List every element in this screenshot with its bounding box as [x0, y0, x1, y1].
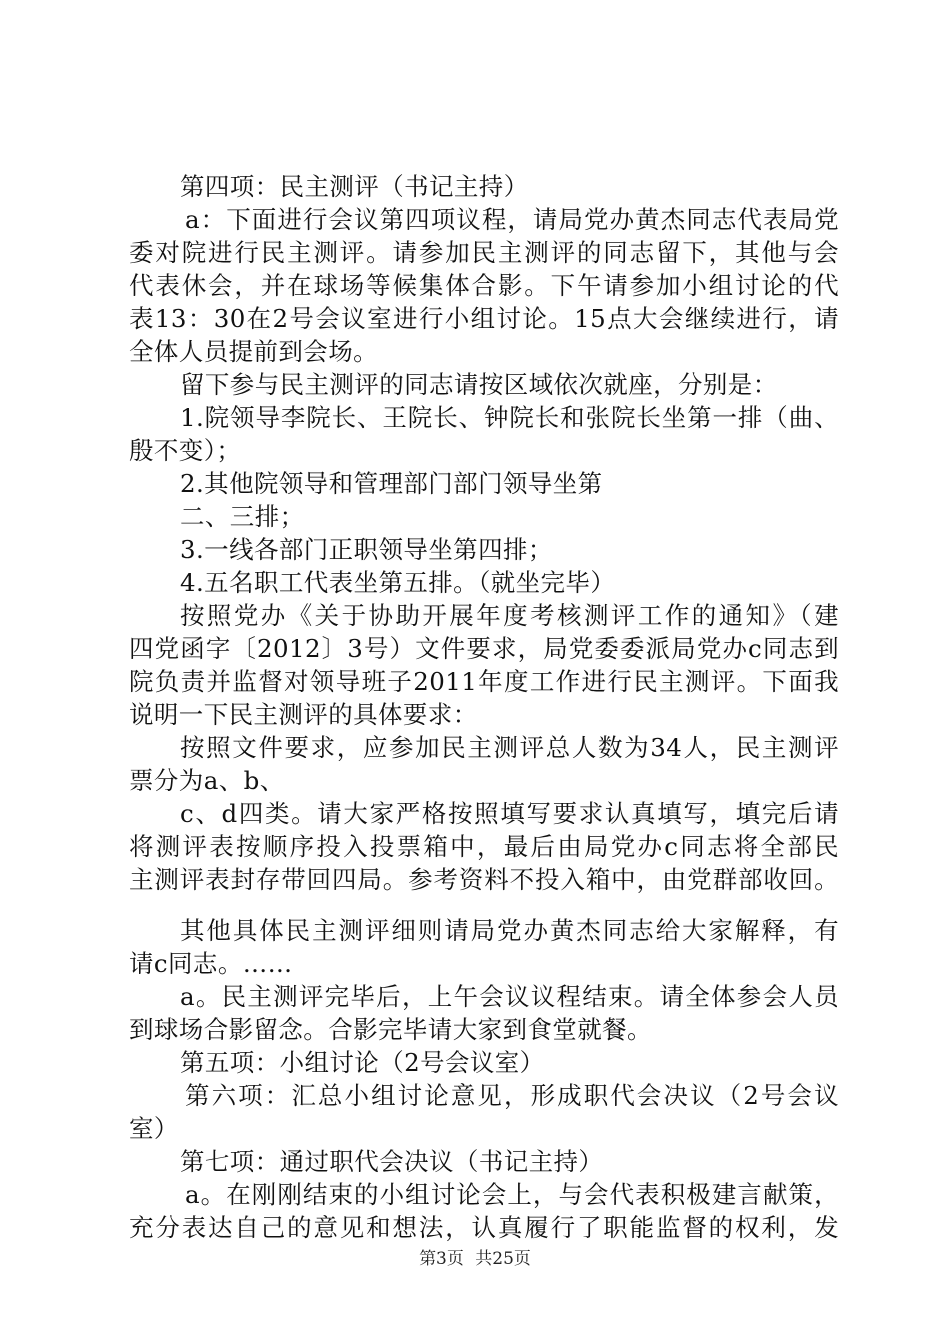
- list-item-3: 3.一线各部门正职领导坐第四排；: [180, 535, 553, 564]
- page-number: 第3页: [419, 1249, 464, 1269]
- paragraph-line: 表13：30在2号会议室进行小组讨论。15点大会继续进行，请: [129, 304, 839, 333]
- paragraph-line: 四党函字〔2012〕3号）文件要求，局党委委派局党办c同志到: [129, 634, 839, 663]
- list-item-2-cont: 二、三排；: [180, 502, 305, 531]
- paragraph-line: 按照文件要求，应参加民主测评总人数为34人，民主测评: [180, 733, 839, 762]
- paragraph-line: a。民主测评完毕后，上午会议议程结束。请全体参会人员: [180, 982, 839, 1011]
- list-item-4: 4.五名职工代表坐第五排。（就坐完毕）: [180, 568, 616, 597]
- paragraph-line: 代表休会，并在球场等候集体合影。下午请参加小组讨论的代: [129, 271, 839, 300]
- section-heading-7: 第七项：通过职代会决议（书记主持）: [180, 1147, 604, 1176]
- paragraph-line: 全体人员提前到会场。: [129, 337, 378, 366]
- document-body: [129, 170, 839, 1244]
- paragraph-line: a。在刚刚结束的小组讨论会上，与会代表积极建言献策，: [185, 1180, 839, 1209]
- page-footer: [0, 1244, 950, 1269]
- page-total: 共25页: [475, 1249, 531, 1269]
- list-item-2: 2.其他院领导和管理部门部门领导坐第: [180, 469, 603, 498]
- section-heading-6: 第六项：汇总小组讨论意见，形成职代会决议（2号会议: [185, 1081, 839, 1110]
- paragraph-gap: [129, 896, 839, 914]
- paragraph-line: 说明一下民主测评的具体要求：: [129, 700, 478, 729]
- section-heading-5: 第五项：小组讨论（2号会议室）: [180, 1048, 545, 1077]
- paragraph-line: 委对院进行民主测评。请参加民主测评的同志留下，其他与会: [129, 238, 839, 267]
- paragraph-line: 按照党办《关于协助开展年度考核测评工作的通知》（建: [180, 601, 839, 630]
- list-item-1: 1.院领导李院长、王院长、钟院长和张院长坐第一排（曲、: [180, 403, 839, 432]
- section-heading-6-cont: 室）: [129, 1114, 179, 1143]
- paragraph-line: 留下参与民主测评的同志请按区域依次就座，分别是：: [180, 370, 778, 399]
- paragraph-line: 院负责并监督对领导班子2011年度工作进行民主测评。下面我: [129, 667, 839, 696]
- paragraph-line: c、d四类。请大家严格按照填写要求认真填写，填完后请: [180, 799, 839, 828]
- paragraph-line: 主测评表封存带回四局。参考资料不投入箱中，由党群部收回。: [129, 865, 839, 894]
- paragraph-line: 将测评表按顺序投入投票箱中，最后由局党办c同志将全部民: [129, 832, 839, 861]
- paragraph-line: 充分表达自己的意见和想法，认真履行了职能监督的权利，发: [129, 1213, 839, 1242]
- paragraph-line: 票分为a、b、: [129, 766, 285, 795]
- paragraph-line: a：下面进行会议第四项议程，请局党办黄杰同志代表局党: [185, 205, 839, 234]
- section-heading-4: 第四项：民主测评（书记主持）: [180, 172, 529, 201]
- list-item-1-cont: 殷不变）；: [129, 436, 242, 465]
- paragraph-line: 其他具体民主测评细则请局党办黄杰同志给大家解释，有: [180, 916, 839, 945]
- paragraph-line: 请c同志。……: [129, 949, 293, 978]
- paragraph-line: 到球场合影留念。合影完毕请大家到食堂就餐。: [129, 1015, 652, 1044]
